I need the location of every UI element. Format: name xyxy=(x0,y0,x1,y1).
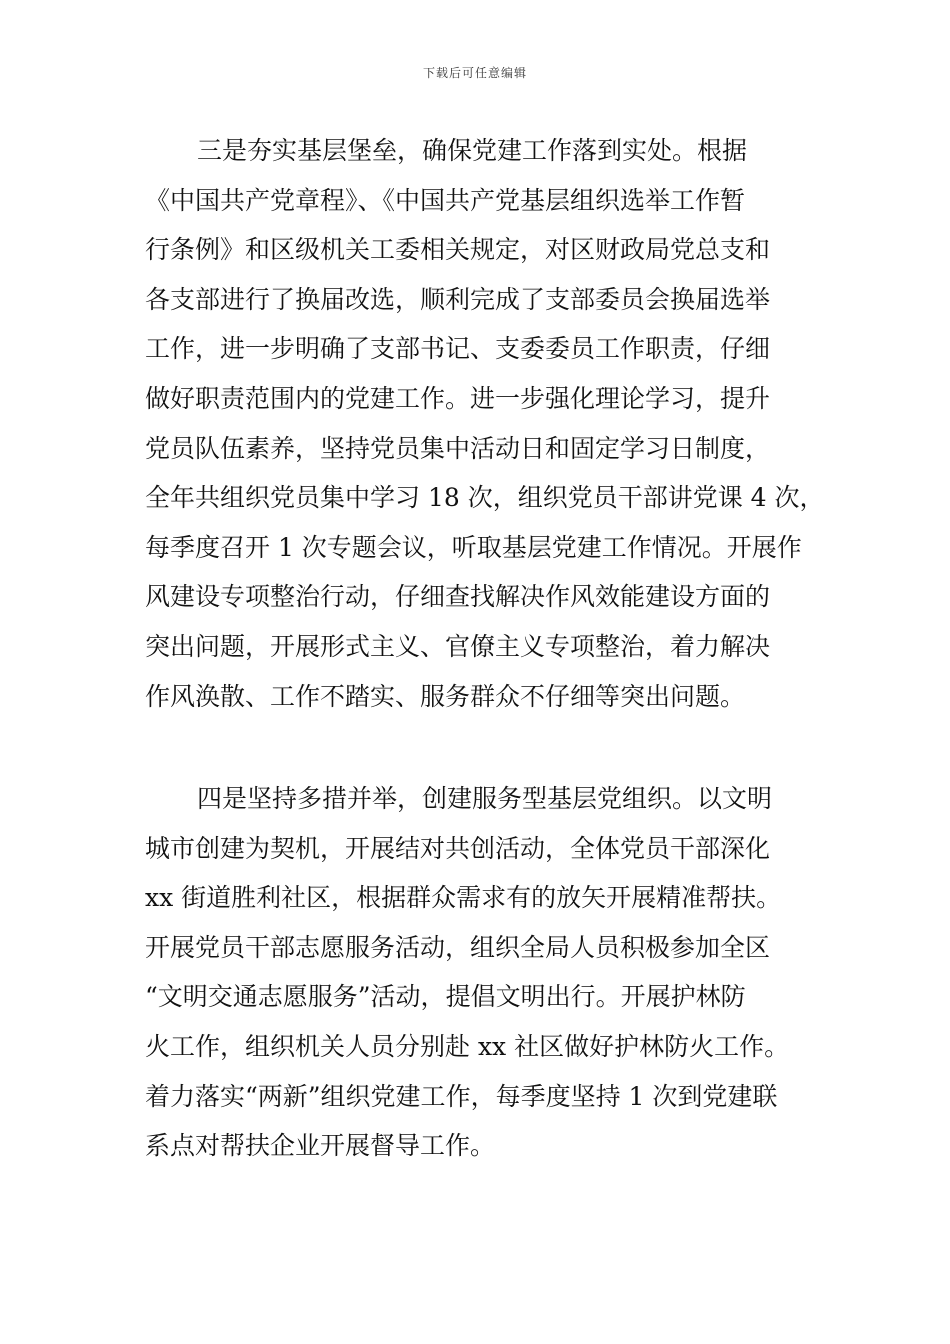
paragraph-line: 开展党员干部志愿服务活动，组织全局人员积极参加全区 xyxy=(145,932,771,962)
paragraph-line: 系点对帮扶企业开展督导工作。 xyxy=(145,1131,496,1161)
paragraph-line: 每季度召开 1 次专题会议，听取基层党建工作情况。开展作 xyxy=(145,532,802,562)
paragraph-line: 工作，进一步明确了支部书记、支委委员工作职责，仔细 xyxy=(145,334,771,364)
paragraph-line: 做好职责范围内的党建工作。进一步强化理论学习，提升 xyxy=(145,383,771,413)
paragraph-line: 三是夯实基层堡垒，确保党建工作落到实处。根据 xyxy=(197,136,748,165)
paragraph-line: 城市创建为契机，开展结对共创活动，全体党员干部深化 xyxy=(145,833,771,863)
paragraph-line: 党员队伍素养，坚持党员集中活动日和固定学习日制度， xyxy=(145,433,771,463)
paragraph-line: 着力落实“两新”组织党建工作，每季度坚持 1 次到党建联 xyxy=(145,1081,778,1111)
paragraph-line: xx 街道胜利社区，根据群众需求有的放矢开展精准帮扶。 xyxy=(145,883,782,913)
paragraph-line: 《中国共产党章程》、《中国共产党基层组织选举工作暂 xyxy=(145,185,746,215)
paragraph-line: 各支部进行了换届改选，顺利完成了支部委员会换届选举 xyxy=(145,284,771,314)
paragraph-line: 风建设专项整治行动，仔细查找解决作风效能建设方面的 xyxy=(145,582,771,612)
paragraph-line: 作风涣散、工作不踏实、服务群众不仔细等突出问题。 xyxy=(145,681,746,711)
paragraph-2 xyxy=(145,774,825,1171)
paragraph-line: 火工作，组织机关人员分别赴 xx 社区做好护林防火工作。 xyxy=(145,1031,790,1061)
paragraph-line: 行条例》和区级机关工委相关规定，对区财政局党总支和 xyxy=(145,235,771,265)
paragraph-line: 四是坚持多措并举，创建服务型基层党组织。以文明 xyxy=(197,784,773,813)
paragraph-1 xyxy=(145,126,825,721)
page-header-note: 下载后可任意编辑 xyxy=(422,66,527,80)
paragraph-line: “文明交通志愿服务”活动，提倡文明出行。开展护林防 xyxy=(145,982,746,1012)
paragraph-line: 全年共组织党员集中学习 18 次，组织党员干部讲党课 4 次， xyxy=(145,483,825,513)
paragraph-line: 突出问题，开展形式主义、官僚主义专项整治，着力解决 xyxy=(145,631,771,661)
